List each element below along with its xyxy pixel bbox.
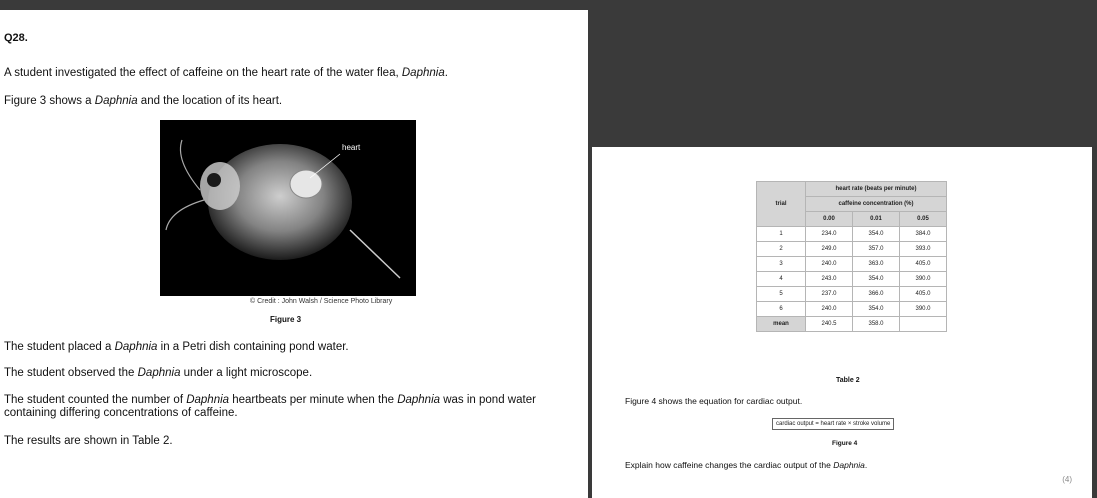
value-cell: 405.0 bbox=[900, 257, 947, 272]
concentration-cell: 0.01 bbox=[853, 212, 900, 227]
concentration-cell: 0.00 bbox=[806, 212, 853, 227]
daphnia-illustration bbox=[160, 120, 416, 296]
trial-cell: 6 bbox=[757, 302, 806, 317]
table-2-label: Table 2 bbox=[836, 377, 860, 384]
figure-3-label: Figure 3 bbox=[270, 315, 302, 324]
value-cell: 357.0 bbox=[853, 242, 900, 257]
table-row bbox=[757, 287, 947, 302]
value-cell: 366.0 bbox=[853, 287, 900, 302]
question-number: Q28. bbox=[4, 32, 28, 44]
value-cell: 234.0 bbox=[806, 227, 853, 242]
table-row bbox=[757, 272, 947, 287]
marks-indicator: (4) bbox=[1062, 475, 1072, 484]
trial-cell: 4 bbox=[757, 272, 806, 287]
figure-4-label: Figure 4 bbox=[832, 440, 858, 447]
table-row bbox=[757, 227, 947, 242]
concentration-cell: 0.05 bbox=[900, 212, 947, 227]
value-cell: 363.0 bbox=[853, 257, 900, 272]
paragraph-2: The student observed the Daphnia under a light microscope. bbox=[4, 367, 313, 379]
trial-header: trial bbox=[757, 182, 806, 227]
heart-rate-header: heart rate (beats per minute) bbox=[806, 182, 947, 197]
trial-cell: 3 bbox=[757, 257, 806, 272]
photo-credit: © Credit : John Walsh / Science Photo Library bbox=[250, 298, 393, 305]
question-prompt: Explain how caffeine changes the cardiac output of the Daphnia. bbox=[625, 460, 868, 470]
mean-value-cell: 358.0 bbox=[853, 317, 900, 332]
mean-blank-cell bbox=[900, 317, 947, 332]
table-row bbox=[757, 302, 947, 317]
paragraph-3: The student counted the number of Daphnia heartbeats per minute when the Daphnia was in pond water containing differing concentrations of caffeine. bbox=[4, 394, 536, 419]
value-cell: 243.0 bbox=[806, 272, 853, 287]
value-cell: 393.0 bbox=[900, 242, 947, 257]
results-table bbox=[756, 181, 947, 332]
heart-label: heart bbox=[342, 143, 361, 152]
value-cell: 237.0 bbox=[806, 287, 853, 302]
trial-cell: 5 bbox=[757, 287, 806, 302]
trial-cell: 1 bbox=[757, 227, 806, 242]
right-page bbox=[592, 147, 1092, 498]
value-cell: 354.0 bbox=[853, 272, 900, 287]
value-cell: 384.0 bbox=[900, 227, 947, 242]
table-row bbox=[757, 257, 947, 272]
value-cell: 354.0 bbox=[853, 302, 900, 317]
value-cell: 249.0 bbox=[806, 242, 853, 257]
mean-label-cell: mean bbox=[757, 317, 806, 332]
value-cell: 240.0 bbox=[806, 302, 853, 317]
value-cell: 390.0 bbox=[900, 272, 947, 287]
paragraph-1: The student placed a Daphnia in a Petri dish containing pond water. bbox=[4, 341, 349, 353]
cardiac-output-equation: cardiac output = heart rate × stroke volume bbox=[772, 418, 894, 430]
concentration-header: caffeine concentration (%) bbox=[806, 197, 947, 212]
intro-text: A student investigated the effect of caffeine on the heart rate of the water flea, Daphnia. bbox=[4, 67, 448, 79]
left-page bbox=[0, 10, 588, 498]
figure-4-intro: Figure 4 shows the equation for cardiac output. bbox=[625, 396, 803, 406]
mean-value-cell: 240.5 bbox=[806, 317, 853, 332]
table-row-mean bbox=[757, 317, 947, 332]
figure-intro-text: Figure 3 shows a Daphnia and the location of its heart. bbox=[4, 95, 283, 107]
value-cell: 405.0 bbox=[900, 287, 947, 302]
value-cell: 354.0 bbox=[853, 227, 900, 242]
daphnia-photo bbox=[160, 120, 416, 296]
paragraph-4: The results are shown in Table 2. bbox=[4, 435, 173, 447]
table-row bbox=[757, 242, 947, 257]
value-cell: 240.0 bbox=[806, 257, 853, 272]
value-cell: 390.0 bbox=[900, 302, 947, 317]
trial-cell: 2 bbox=[757, 242, 806, 257]
